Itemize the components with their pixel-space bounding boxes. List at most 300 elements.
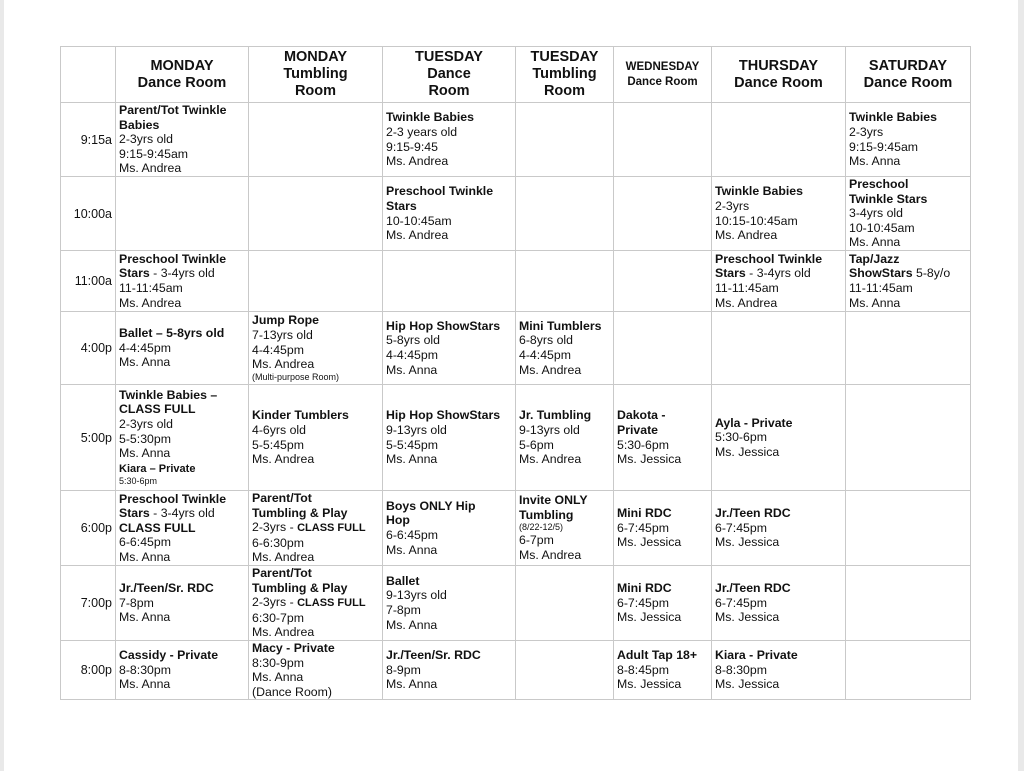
class-line-text: Ms. Jessica (715, 677, 780, 692)
class-line (386, 618, 512, 633)
class-line-text: Preschool Twinkle (119, 491, 227, 506)
class-line-text: Ms. Anna (119, 355, 171, 370)
class-line (386, 154, 512, 169)
class-line (386, 319, 512, 334)
class-line (715, 677, 842, 692)
table-row (61, 251, 971, 312)
class-line-text: 6-7:45pm (617, 520, 669, 535)
class-cell (712, 491, 846, 566)
table-row (61, 312, 971, 385)
day-header-cell (614, 47, 712, 103)
class-line (119, 132, 245, 147)
class-line-text: Kiara – Private (119, 462, 196, 475)
class-cell (249, 565, 383, 640)
class-line-text: 2-3yrs (715, 198, 750, 213)
class-line (119, 432, 245, 447)
class-line (519, 333, 610, 348)
class-line-text: Jr./Teen RDC (715, 506, 791, 521)
class-line-text: Kinder Tumblers (252, 408, 349, 423)
class-line-text: Ms. Andrea (519, 548, 582, 563)
class-cell (614, 565, 712, 640)
class-line-text: 6-6:30pm (252, 535, 304, 550)
class-line (849, 221, 967, 236)
class-cell (846, 103, 971, 177)
class-line-text: 3-4yrs old (849, 206, 903, 221)
class-cell (846, 177, 971, 251)
class-line-text: Ms. Jessica (617, 677, 682, 692)
class-line (252, 343, 379, 358)
class-line-text: Ms. Andrea (252, 550, 315, 565)
empty-cell (516, 103, 614, 177)
time-slot-label: 7:00p (61, 565, 116, 640)
class-line-text: Ms. Jessica (617, 452, 682, 467)
class-line (252, 625, 379, 640)
header-line2: Dance Room (863, 74, 953, 91)
class-line-text: Tumbling & Play (252, 505, 348, 520)
class-line-suffix: - 3-4yrs old (149, 506, 215, 521)
class-line-text: Ms. Andrea (252, 357, 315, 372)
class-line (617, 610, 708, 625)
class-line (119, 663, 245, 678)
class-line (119, 550, 245, 565)
class-line (519, 423, 610, 438)
class-line-text: 9:15-9:45am (119, 146, 189, 161)
class-line-text: 11-11:45am (849, 281, 913, 295)
class-line (386, 110, 512, 125)
class-line-text: Twinkle Babies (715, 184, 803, 199)
class-cell (516, 491, 614, 566)
class-line-text: 7-8pm (386, 602, 421, 617)
class-line-text: 10-10:45am (386, 213, 452, 228)
empty-cell (249, 177, 383, 251)
class-line (715, 296, 842, 311)
class-line-suffix: 5-8y/o (912, 266, 951, 281)
class-line-text: Preschool Twinkle (386, 184, 494, 199)
class-line-text: 10:15-10:45am (715, 213, 798, 228)
class-line (849, 296, 967, 311)
class-line-text: Ms. Anna (386, 677, 438, 692)
class-cell (712, 177, 846, 251)
class-full-flag: CLASS FULL (297, 597, 366, 610)
class-cell (614, 491, 712, 566)
empty-cell (516, 177, 614, 251)
class-line-text: 9:15-9:45 (386, 139, 438, 154)
class-line-text: 2-3yrs old (119, 416, 173, 431)
class-line (617, 521, 708, 536)
class-line (119, 118, 245, 133)
class-cell (712, 640, 846, 699)
header-line2: Tumbling (283, 66, 348, 82)
class-line-text: Ms. Andrea (119, 161, 182, 176)
class-line (119, 610, 245, 625)
class-line (617, 596, 708, 611)
class-line-text: Twinkle Babies (386, 110, 474, 125)
time-slot-label: 10:00a (61, 177, 116, 251)
class-line (715, 581, 842, 596)
class-line-text: 6:30-7pm (252, 610, 304, 625)
class-line (252, 423, 379, 438)
class-line-text: Ms. Anna (119, 677, 171, 692)
class-line-text: Ms. Jessica (715, 535, 780, 550)
day-header-cell (712, 47, 846, 103)
class-line (849, 110, 967, 125)
class-line (252, 566, 379, 581)
header-line2: Dance Room (137, 74, 227, 91)
class-line (252, 550, 379, 565)
class-line-text: CLASS FULL (119, 520, 196, 535)
class-line-text: 10-10:45am (849, 220, 915, 235)
class-line (252, 491, 379, 506)
class-line (519, 319, 610, 334)
class-line-text: Cassidy - Private (119, 648, 219, 663)
class-line (519, 348, 610, 363)
class-cell (614, 385, 712, 491)
class-line (252, 641, 379, 656)
class-line (715, 596, 842, 611)
class-line-text: Ms. Anna (849, 235, 901, 250)
class-cell (116, 385, 249, 491)
table-row (61, 385, 971, 491)
class-line (519, 508, 610, 523)
class-line (849, 140, 967, 155)
class-cell (383, 385, 516, 491)
class-line (252, 581, 379, 596)
class-line (715, 648, 842, 663)
class-line-text: 2-3 years old (386, 124, 458, 139)
header-line3: Room (543, 83, 586, 99)
class-line-text: 5-6pm (519, 437, 554, 452)
class-line-text: Mini RDC (617, 506, 672, 521)
class-line-text: Twinkle Babies – (119, 387, 218, 402)
class-line-text: 2-3yrs - (252, 520, 298, 535)
class-line (119, 521, 245, 536)
class-line (386, 423, 512, 438)
empty-cell (614, 251, 712, 312)
class-line (715, 281, 842, 296)
class-cell (116, 640, 249, 699)
class-line-text: Ms. Anna (386, 452, 438, 467)
class-cell (116, 103, 249, 177)
class-line (617, 408, 708, 423)
class-line-text: 6-7pm (519, 533, 554, 548)
class-line (519, 438, 610, 453)
class-line-text: Ms. Anna (119, 549, 171, 564)
class-line (519, 452, 610, 467)
class-line (252, 685, 379, 700)
class-line-text: Parent/Tot Twinkle (119, 103, 227, 118)
class-line (386, 125, 512, 140)
class-line-text: Tap/Jazz (849, 251, 900, 266)
class-line (849, 206, 967, 221)
class-line-text: Ms. Anna (119, 446, 171, 461)
class-line-text: 5:30-6pm (715, 430, 767, 445)
class-line-text: Stars (386, 198, 417, 213)
class-line-text: 6-6:45pm (119, 535, 171, 550)
class-line-text: Ms. Andrea (252, 625, 315, 640)
class-line (386, 140, 512, 155)
class-cell (383, 640, 516, 699)
empty-cell (614, 312, 712, 385)
class-line (252, 611, 379, 626)
class-line-text: 4-4:45pm (119, 340, 171, 355)
class-line-text: 6-7:45pm (715, 520, 767, 535)
class-line (119, 252, 245, 267)
time-header-cell (61, 47, 116, 103)
class-line-text: Ms. Andrea (715, 295, 778, 310)
class-line-text: Ms. Jessica (715, 610, 780, 625)
class-line-text: ShowStars (849, 266, 913, 281)
class-line-text: Ms. Anna (849, 154, 901, 169)
empty-cell (846, 385, 971, 491)
class-line-text: Ballet – 5-8yrs old (119, 326, 225, 341)
class-cell (116, 565, 249, 640)
class-line-text: 9:15-9:45am (849, 139, 919, 154)
class-line (617, 452, 708, 467)
class-line-text: Ayla - Private (715, 415, 793, 430)
class-line (715, 506, 842, 521)
empty-cell (846, 491, 971, 566)
class-line-text: 5-8yrs old (386, 333, 440, 348)
class-line-text: 4-4:45pm (252, 342, 304, 357)
class-line-text: Ms. Anna (849, 295, 901, 310)
class-line-text: Ms. Anna (252, 670, 304, 685)
class-line-text: 8-8:30pm (119, 662, 171, 677)
class-line-text: Ms. Anna (386, 362, 438, 377)
day-header-cell (383, 47, 516, 103)
class-line (617, 663, 708, 678)
header-line2: Dance (427, 66, 471, 82)
class-line (519, 522, 610, 533)
empty-cell (712, 103, 846, 177)
class-line (617, 581, 708, 596)
class-line (386, 214, 512, 229)
class-line-text: Tumbling & Play (252, 580, 348, 595)
class-line (715, 228, 842, 243)
empty-cell (116, 177, 249, 251)
table-row (61, 565, 971, 640)
class-line (119, 402, 245, 417)
class-line (519, 363, 610, 378)
class-line-text: Mini RDC (617, 581, 672, 596)
class-line (386, 574, 512, 589)
class-line-text: 5:30-6pm (119, 476, 158, 487)
table-row (61, 640, 971, 699)
class-line (119, 506, 245, 521)
class-line-text: 5-5:30pm (119, 431, 171, 446)
class-line (119, 492, 245, 507)
class-line (119, 677, 245, 692)
class-line (119, 296, 245, 311)
header-line3: Room (428, 83, 470, 99)
class-line-text: Jr./Teen RDC (715, 581, 791, 596)
class-line (386, 184, 512, 199)
class-line (849, 154, 967, 169)
empty-cell (516, 640, 614, 699)
class-line-text: Private (617, 422, 659, 437)
class-cell (516, 385, 614, 491)
class-line-text: 6-6:45pm (386, 527, 438, 542)
class-line-text: Invite ONLY (519, 493, 588, 508)
class-line (386, 363, 512, 378)
class-line-text: Twinkle Babies (849, 110, 937, 125)
empty-cell (249, 251, 383, 312)
class-line (386, 499, 512, 514)
class-line-text: 9-13yrs old (386, 422, 447, 437)
class-line-text: 6-8yrs old (519, 333, 573, 348)
class-line (849, 125, 967, 140)
class-line (252, 595, 379, 611)
class-line-text: 7-8pm (119, 595, 154, 610)
class-line-text: Adult Tap 18+ (617, 648, 698, 663)
class-line (252, 506, 379, 521)
class-line-text: 6-7:45pm (617, 595, 669, 610)
class-cell (383, 103, 516, 177)
time-slot-label: 5:00p (61, 385, 116, 491)
class-line-text: 6-7:45pm (715, 595, 767, 610)
class-line (119, 461, 245, 477)
class-line (119, 535, 245, 550)
class-line-text: (8/22-12/5) (519, 522, 564, 533)
class-cell (846, 251, 971, 312)
empty-cell (846, 640, 971, 699)
class-line-text: 2-3yrs (849, 124, 884, 139)
class-line (119, 341, 245, 356)
class-line-text: Parent/Tot (252, 565, 312, 580)
class-line (519, 533, 610, 548)
class-line (617, 423, 708, 438)
class-line (386, 348, 512, 363)
class-line (715, 184, 842, 199)
class-line-text: Ms. Andrea (386, 154, 449, 169)
class-line (849, 192, 967, 207)
class-line (119, 417, 245, 432)
class-line (849, 235, 967, 250)
class-line (386, 588, 512, 603)
class-cell (712, 385, 846, 491)
class-line (252, 328, 379, 343)
class-line-text: Ms. Andrea (386, 228, 449, 243)
header-row (61, 47, 971, 103)
class-line (386, 603, 512, 618)
class-line (386, 648, 512, 663)
header-line2: Tumbling (532, 66, 597, 82)
class-line (252, 452, 379, 467)
class-line (386, 228, 512, 243)
class-line (119, 355, 245, 370)
class-line-text: Ms. Jessica (617, 535, 682, 550)
class-line (119, 476, 245, 487)
class-line (119, 326, 245, 341)
class-cell (712, 565, 846, 640)
time-slot-label: 4:00p (61, 312, 116, 385)
class-line-text: 2-3yrs - (252, 595, 298, 610)
empty-cell (712, 312, 846, 385)
class-line (119, 147, 245, 162)
class-cell (383, 491, 516, 566)
class-line-text: Ms. Andrea (519, 452, 582, 467)
class-line (386, 677, 512, 692)
class-line-text: 4-4:45pm (386, 348, 438, 362)
class-line-text: Ms. Anna (386, 542, 438, 557)
header-line1: THURSDAY (738, 57, 819, 74)
class-line-text: 4-6yrs old (252, 422, 306, 437)
class-schedule-table (60, 46, 971, 700)
empty-cell (614, 177, 712, 251)
class-line (715, 535, 842, 550)
class-line-text: Jr./Teen/Sr. RDC (386, 648, 481, 663)
class-line (519, 548, 610, 563)
class-line-suffix: - 3-4yrs old (149, 266, 215, 281)
class-line-text: 5-5:45pm (386, 437, 438, 452)
day-header-cell (516, 47, 614, 103)
class-line (715, 252, 842, 267)
class-line-text: Jr./Teen/Sr. RDC (119, 581, 214, 596)
table-row (61, 177, 971, 251)
class-line (617, 438, 708, 453)
empty-cell (383, 251, 516, 312)
class-line (386, 452, 512, 467)
class-line-text: Ms. Jessica (617, 610, 682, 625)
empty-cell (614, 103, 712, 177)
header-line2: Dance Room (734, 74, 823, 91)
class-line (252, 372, 379, 383)
class-line (252, 313, 379, 328)
class-line-text: Ms. Anna (386, 617, 438, 632)
class-line-text: 4-4:45pm (519, 348, 571, 362)
empty-cell (846, 312, 971, 385)
class-cell (249, 640, 383, 699)
class-line (386, 438, 512, 453)
class-line-text: Ms. Jessica (715, 444, 780, 459)
class-line (715, 430, 842, 445)
class-line-text: Stars (119, 266, 150, 281)
class-line-text: 9-13yrs old (519, 422, 580, 437)
class-line-text: Macy - Private (252, 640, 335, 655)
class-line-text: Tumbling (519, 507, 574, 522)
class-line (252, 438, 379, 453)
class-line (386, 199, 512, 214)
class-line-text: 5:30-6pm (617, 437, 669, 452)
class-line-text: Ms. Andrea (715, 228, 778, 243)
day-header-cell (846, 47, 971, 103)
class-line-suffix: - 3-4yrs old (745, 266, 811, 281)
class-line (386, 333, 512, 348)
schedule-page (4, 0, 1018, 771)
class-cell (383, 565, 516, 640)
class-line (519, 408, 610, 423)
class-full-flag: CLASS FULL (297, 522, 366, 535)
class-line (119, 281, 245, 296)
class-line (715, 663, 842, 678)
class-line (386, 663, 512, 678)
class-line (617, 677, 708, 692)
class-line-text: Ballet (386, 573, 420, 588)
table-row (61, 103, 971, 177)
class-line-text: Stars (715, 266, 746, 281)
class-line (715, 266, 842, 281)
class-cell (249, 491, 383, 566)
class-line-text: Ms. Andrea (519, 362, 582, 377)
class-cell (116, 312, 249, 385)
class-line-text: 8-8:45pm (617, 662, 669, 677)
class-line (252, 670, 379, 685)
class-line (119, 266, 245, 281)
empty-cell (846, 565, 971, 640)
class-cell (116, 251, 249, 312)
class-line (849, 266, 967, 281)
class-line (252, 536, 379, 551)
class-line (119, 161, 245, 176)
